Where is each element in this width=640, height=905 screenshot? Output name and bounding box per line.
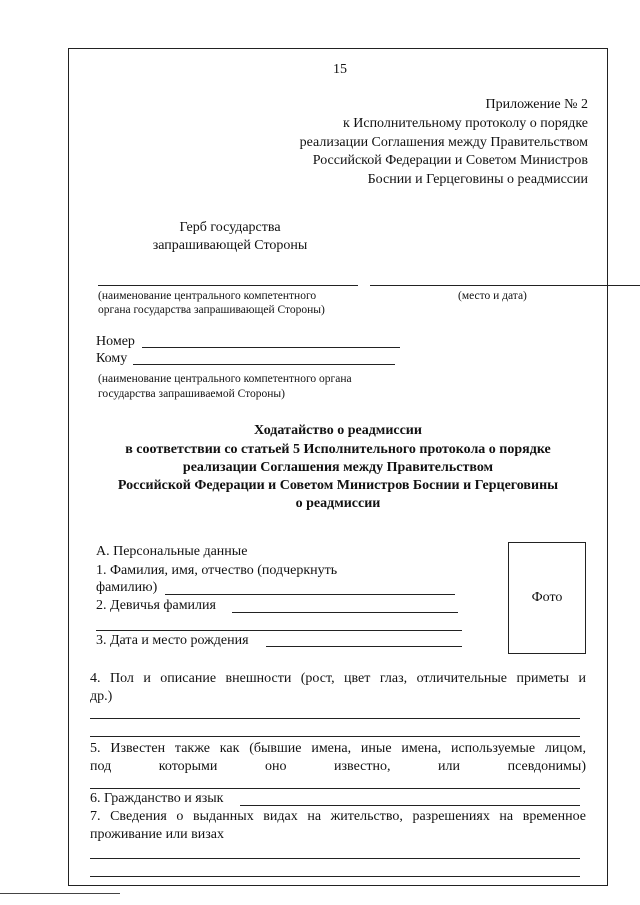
field-4-label-cont: др.) xyxy=(90,689,113,704)
place-date-caption: (место и дата) xyxy=(458,290,527,302)
field-6-label: 6. Гражданство и язык xyxy=(90,791,224,806)
field-2-label: 2. Девичья фамилия xyxy=(96,598,216,613)
field-7-label: 7. Сведения о выданных видах на жительство, разрешениях на временное xyxy=(90,809,586,824)
field-7-input-extra[interactable] xyxy=(90,876,580,877)
photo-label: Фото xyxy=(531,590,563,605)
title-line: в соответствии со статьей 5 Исполнительного протокола о порядке xyxy=(125,442,551,457)
field-6-input[interactable] xyxy=(240,805,580,806)
appendix-line: к Исполнительному протоколу о порядке xyxy=(342,116,588,131)
number-field[interactable] xyxy=(142,347,400,348)
field-3-input[interactable] xyxy=(266,646,462,647)
page-number: 15 xyxy=(333,62,347,77)
appendix-line: Приложение № 2 xyxy=(485,97,588,112)
field-7-input[interactable] xyxy=(90,858,580,859)
field-4-label: 4. Пол и описание внешности (рост, цвет глаз, отличительные приметы и xyxy=(90,671,586,686)
place-date-line[interactable] xyxy=(370,285,640,286)
emblem-label: Герб государства xyxy=(179,220,281,235)
field-5-label-cont: под которыми оно известно, или псевдонимы) xyxy=(90,759,586,774)
field-3-label: 3. Дата и место рождения xyxy=(96,633,249,648)
appendix-line: Боснии и Герцеговины о реадмиссии xyxy=(367,172,588,187)
field-2-input[interactable] xyxy=(232,612,458,613)
footer-rule xyxy=(0,893,120,894)
number-label: Номер xyxy=(96,334,135,349)
to-caption: (наименование центрального компетентного органа xyxy=(98,373,352,385)
to-field[interactable] xyxy=(133,364,395,365)
authority-caption: органа государства запрашивающей Стороны) xyxy=(98,304,325,316)
field-1-label: 1. Фамилия, имя, отчество (подчеркнуть xyxy=(96,563,338,578)
authority-name-line[interactable] xyxy=(98,285,358,286)
title-line: Ходатайство о реадмиссии xyxy=(254,423,422,438)
title-line: о реадмиссии xyxy=(295,496,381,511)
appendix-line: реализации Соглашения между Правительством xyxy=(299,135,588,150)
emblem-label: запрашивающей Стороны xyxy=(152,238,308,253)
field-1-label-cont: фамилию) xyxy=(96,580,158,595)
authority-caption: (наименование центрального компетентного xyxy=(98,290,317,302)
title-line: реализации Соглашения между Правительством xyxy=(182,460,494,475)
section-a-heading: А. Персональные данные xyxy=(96,544,248,559)
to-caption: государства запрашиваемой Стороны) xyxy=(98,388,285,400)
field-4-input-extra[interactable] xyxy=(90,736,580,737)
field-7-label-cont: проживание или визах xyxy=(90,827,224,842)
to-label: Кому xyxy=(96,351,128,366)
field-5-input[interactable] xyxy=(90,788,580,789)
title-line: Российской Федерации и Советом Министров Боснии и Герцеговины xyxy=(117,478,559,493)
appendix-line: Российской Федерации и Советом Министров xyxy=(312,153,588,168)
field-1-input[interactable] xyxy=(165,594,455,595)
photo-box[interactable] xyxy=(508,542,586,654)
field-2-input-extra[interactable] xyxy=(96,630,462,631)
field-5-label: 5. Известен также как (бывшие имена, иные имена, используемые лицом, xyxy=(90,741,586,756)
field-4-input[interactable] xyxy=(90,718,580,719)
